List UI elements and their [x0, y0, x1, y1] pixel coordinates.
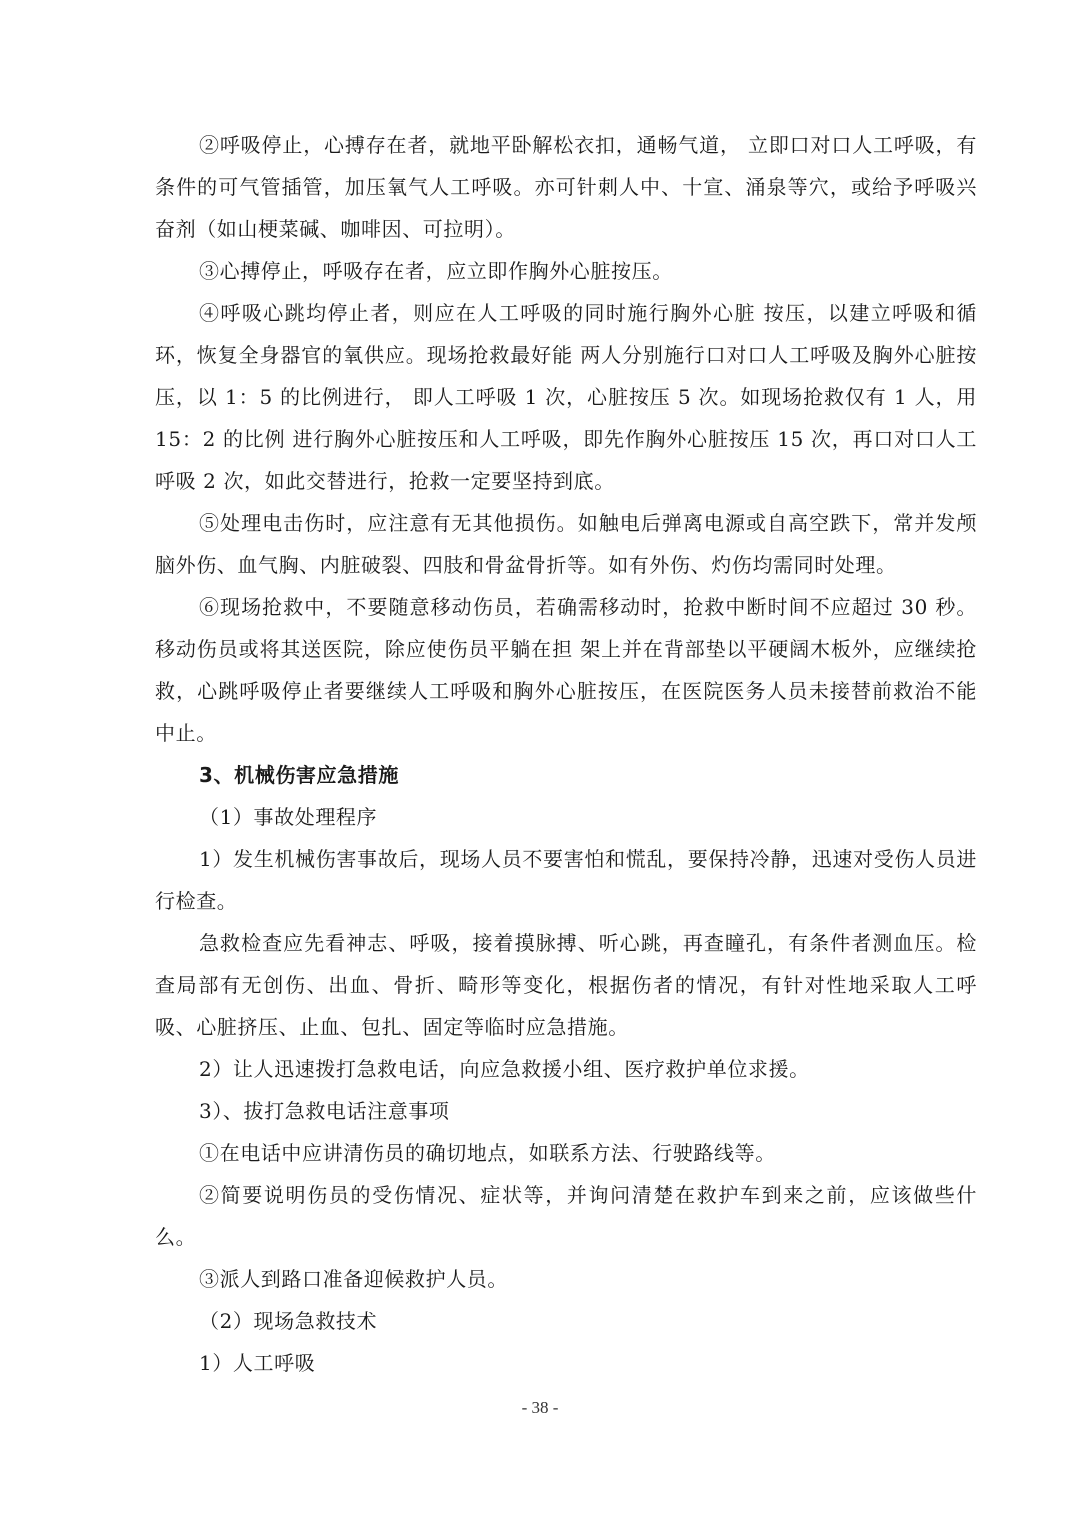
list-item-meet-ambulance: ③派人到路口准备迎候救护人员。 [199, 1267, 508, 1291]
page-number: - 38 - [521, 1398, 559, 1417]
paragraph-breathing-stopped: ②呼吸停止，心搏存在者，就地平卧解松衣扣，通畅气道， 立即口对口人工呼吸，有条件的可气管插管，加压氧气人工呼吸。亦可针刺人中、十宣、涌泉等穴，或给予呼吸兴奋剂（如山梗菜碱、咖啡因、可拉明）。 [155, 133, 977, 241]
paragraph-step-2: 2）让人迅速拨打急救电话，向应急救援小组、医疗救护单位求援。 [199, 1057, 810, 1081]
list-item-location: ①在电话中应讲清伤员的确切地点，如联系方法、行驶路线等。 [199, 1141, 776, 1165]
subheading-first-aid-techniques: （2）现场急救技术 [199, 1309, 378, 1333]
paragraph-first-aid-check: 急救检查应先看神志、呼吸，接着摸脉搏、听心跳，再查瞳孔，有条件者测血压。检查局部有无创伤、出血、骨折、畸形等变化，根据伤者的情况，有针对性地采取人工呼吸、心脏挤压、止血、包扎、固定等临时应急措施。 [155, 931, 977, 1039]
subheading-accident-procedure: （1）事故处理程序 [199, 805, 378, 829]
paragraph-electric-injury: ⑤处理电击伤时，应注意有无其他损伤。如触电后弹离电源或自高空跌下，常并发颅脑外伤、血气胸、内脏破裂、四肢和骨盆骨折等。如有外伤、灼伤均需同时处理。 [155, 511, 977, 577]
paragraph-heart-stopped: ③心搏停止，呼吸存在者，应立即作胸外心脏按压。 [199, 259, 673, 283]
subheading-artificial-respiration: 1）人工呼吸 [199, 1351, 316, 1375]
paragraph-moving-casualty: ⑥现场抢救中，不要随意移动伤员，若确需移动时，抢救中断时间不应超过 30 秒。移动伤员或将其送医院，除应使伤员平躺在担 架上并在背部垫以平硬阔木板外，应继续抢救，心跳呼吸停止者要继续人工呼吸和胸外心脏按压，在医院医务人员未接替前救治不能中止。 [155, 595, 977, 745]
section-heading-mechanical-injury: 3、机械伤害应急措施 [199, 763, 399, 787]
paragraph-step-3: 3）、拔打急救电话注意事项 [199, 1099, 450, 1123]
paragraph-step-1: 1）发生机械伤害事故后，现场人员不要害怕和慌乱，要保持冷静，迅速对受伤人员进行检查。 [155, 847, 977, 913]
list-item-symptoms: ②简要说明伤员的受伤情况、症状等，并询问清楚在救护车到来之前，应该做些什么。 [155, 1183, 977, 1249]
page-body [155, 124, 977, 1384]
paragraph-both-stopped: ④呼吸心跳均停止者，则应在人工呼吸的同时施行胸外心脏 按压，以建立呼吸和循环，恢复全身器官的氧供应。现场抢救最好能 两人分别施行口对口人工呼吸及胸外心脏按压，以 1：5 的比例进行， 即人工呼吸 1 次，心脏按压 5 次。如现场抢救仅有 1 人，用 15：2 的比例 进行胸外心脏按压和人工呼吸，即先作胸外心脏按压 15 次，再口对口人工呼吸 2 次，如此交替进行，抢救一定要坚持到底。 [155, 301, 977, 493]
